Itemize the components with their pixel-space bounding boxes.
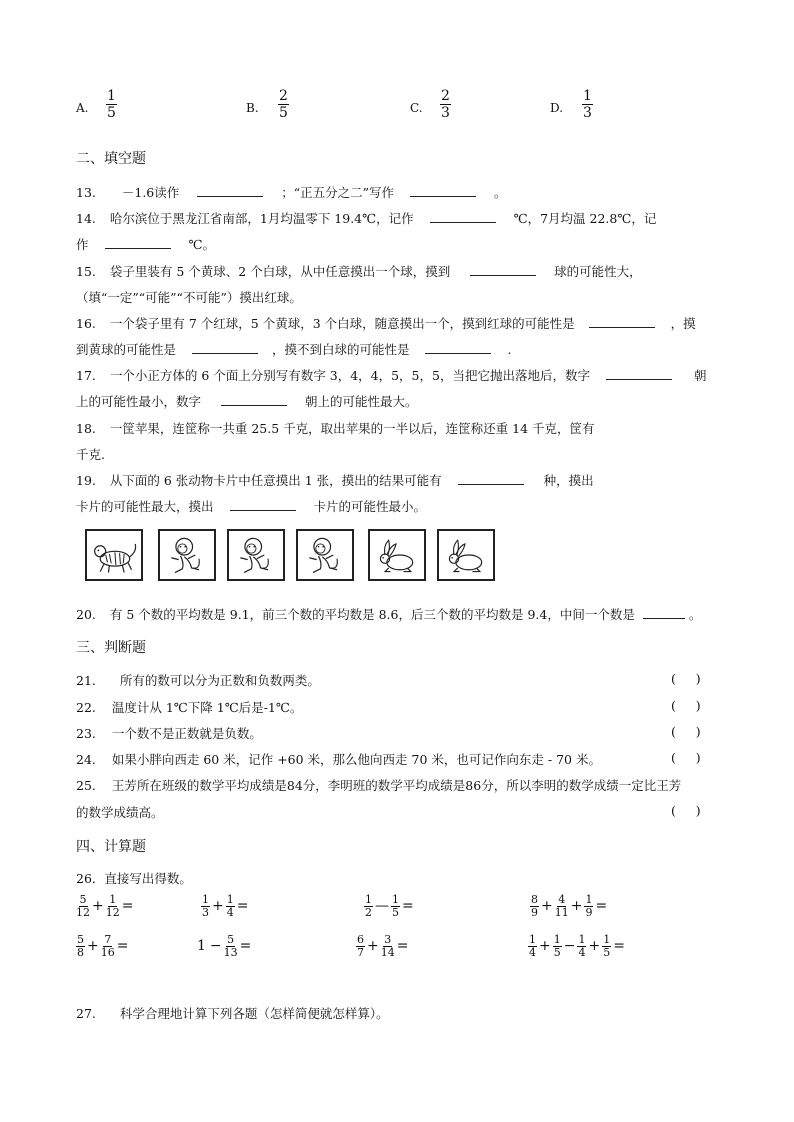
answer-blank[interactable] bbox=[643, 606, 685, 619]
question-number: 27. bbox=[76, 1006, 96, 1021]
fraction: $\frac{4}{11}$ bbox=[554, 893, 569, 919]
question-number: 14. bbox=[76, 211, 96, 226]
operator: + bbox=[92, 897, 104, 914]
monkey-icon bbox=[229, 531, 283, 579]
choice-fraction: $\frac{2}{3}$ bbox=[441, 88, 450, 122]
fraction: $\frac{6}{7}$ bbox=[357, 933, 364, 959]
operator: + bbox=[541, 897, 553, 914]
equals-sign: = bbox=[239, 937, 252, 954]
answer-blank[interactable] bbox=[105, 236, 171, 249]
question-number: 25. bbox=[76, 778, 96, 793]
fraction: $\frac{1}{4}$ bbox=[529, 933, 536, 959]
question-number: 15. bbox=[76, 264, 96, 279]
choice-label: D. bbox=[550, 101, 564, 115]
equals-sign: = bbox=[121, 897, 134, 914]
calc-item bbox=[76, 894, 135, 918]
question-17 bbox=[76, 366, 706, 384]
fraction: $\frac{1}{5}$ bbox=[603, 933, 611, 959]
question-14 bbox=[76, 209, 656, 227]
answer-blank[interactable] bbox=[221, 393, 287, 406]
rabbit-card bbox=[437, 529, 495, 581]
fraction: $\frac{3}{14}$ bbox=[380, 933, 395, 959]
fraction: $\frac{8}{9}$ bbox=[531, 893, 538, 919]
question-text: 科学合理地计算下列各题（怎样简便就怎样算）。 bbox=[119, 1006, 389, 1021]
question-19 bbox=[76, 471, 594, 489]
fraction: $\frac{1}{12}$ bbox=[105, 893, 120, 919]
question-24 bbox=[76, 750, 601, 768]
question-27 bbox=[76, 1004, 389, 1022]
operator: — bbox=[375, 897, 389, 914]
tiger-icon bbox=[87, 531, 141, 579]
question-text: 从下面的 6 张动物卡片中任意摸出 1 张，摸出的结果可能有 bbox=[109, 473, 442, 488]
question-text: 。 bbox=[688, 607, 702, 622]
fraction: $\frac{1}{9}$ bbox=[585, 893, 593, 919]
question-16 bbox=[76, 314, 696, 332]
question-text: 到黄球的可能性是 bbox=[76, 342, 177, 357]
answer-blank[interactable] bbox=[192, 341, 258, 354]
operator: + bbox=[87, 937, 99, 954]
question-18-cont bbox=[76, 445, 105, 463]
equals-sign: = bbox=[236, 897, 249, 914]
question-text: 的数学成绩高。 bbox=[76, 805, 164, 820]
answer-parentheses[interactable]: ( ) bbox=[671, 698, 701, 713]
question-13 bbox=[76, 183, 507, 201]
question-14-cont bbox=[76, 235, 215, 253]
fraction: $\frac{1}{5}$ bbox=[553, 933, 561, 959]
question-text: 作 bbox=[76, 237, 89, 252]
question-text: －1.6读作 bbox=[121, 185, 180, 200]
calc-item bbox=[201, 894, 250, 918]
question-25 bbox=[76, 776, 681, 794]
choice-fraction: $\frac{2}{5}$ bbox=[279, 88, 288, 122]
answer-parentheses[interactable]: ( ) bbox=[671, 724, 701, 739]
answer-blank[interactable] bbox=[230, 498, 296, 511]
question-number: 16. bbox=[76, 316, 96, 331]
question-text: 如果小胖向西走 60 米，记作 +60 米，那么他向西走 70 米，也可记作向东走 - 70 米。 bbox=[111, 752, 601, 767]
question-text: ℃。 bbox=[188, 237, 215, 252]
fraction: $\frac{5}{8}$ bbox=[77, 933, 84, 959]
question-text: 一个数不是正数就是负数。 bbox=[111, 726, 262, 741]
operator: − bbox=[209, 937, 222, 954]
question-number: 24. bbox=[76, 752, 96, 767]
choice-fraction: $\frac{1}{3}$ bbox=[583, 88, 592, 122]
equals-sign: = bbox=[402, 897, 414, 914]
question-17-cont bbox=[76, 392, 418, 410]
calc-item bbox=[195, 934, 253, 958]
question-number: 21. bbox=[76, 673, 96, 688]
answer-blank[interactable] bbox=[589, 315, 655, 328]
question-26-title: 26．直接写出得数。 bbox=[76, 871, 192, 886]
fraction: $\frac{1}{3}$ bbox=[202, 893, 209, 919]
rabbit-icon bbox=[439, 531, 493, 579]
monkey-icon bbox=[160, 531, 214, 579]
question-text: . bbox=[507, 342, 512, 357]
answer-blank[interactable] bbox=[458, 472, 524, 485]
fraction: $\frac{1}{5}$ bbox=[392, 893, 399, 919]
operator: + bbox=[367, 937, 379, 954]
question-text: 朝上的可能性最大。 bbox=[304, 394, 418, 409]
question-number: 22. bbox=[76, 700, 96, 715]
operator: + bbox=[570, 897, 583, 914]
question-text: （填“一定”“可能”“不可能”）摸出红球。 bbox=[76, 290, 302, 305]
fraction: $\frac{1}{4}$ bbox=[578, 933, 586, 959]
fraction: $\frac{7}{16}$ bbox=[100, 933, 115, 959]
fraction: $\frac{5}{12}$ bbox=[76, 893, 90, 919]
question-15 bbox=[76, 262, 642, 280]
equals-sign: = bbox=[613, 937, 625, 954]
question-15-cont bbox=[76, 288, 302, 306]
monkey-icon bbox=[298, 531, 352, 579]
fraction: $\frac{5}{13}$ bbox=[223, 933, 238, 959]
question-text: 卡片的可能性最大，摸出 bbox=[76, 499, 214, 514]
question-text: ，摸不到白球的可能性是 bbox=[271, 342, 410, 357]
question-number: 23. bbox=[76, 726, 96, 741]
question-20 bbox=[76, 605, 701, 623]
calc-item bbox=[364, 894, 416, 918]
rabbit-icon bbox=[370, 531, 424, 579]
question-text: 。 bbox=[493, 185, 507, 200]
answer-blank[interactable] bbox=[470, 263, 536, 276]
question-text: 卡片的可能性最小。 bbox=[313, 499, 426, 514]
question-23 bbox=[76, 724, 262, 742]
question-text: 所有的数可以分为正数和负数两类。 bbox=[119, 673, 320, 688]
question-number: 19. bbox=[76, 473, 96, 488]
choice-label: A. bbox=[76, 101, 89, 115]
operator: + bbox=[588, 937, 601, 954]
tiger-card bbox=[85, 529, 143, 581]
calc-item bbox=[76, 934, 130, 958]
choice-label: C. bbox=[410, 101, 423, 115]
question-number: 18. bbox=[76, 421, 96, 436]
section-title-judgement: 三、判断题 bbox=[76, 640, 146, 656]
calc-item bbox=[530, 894, 609, 918]
question-text: ℃，7月均温 22.8℃，记 bbox=[513, 211, 657, 226]
question-text: 上的可能性最小，数字 bbox=[76, 394, 202, 409]
question-text: 球的可能性大， bbox=[554, 264, 642, 279]
answer-parentheses[interactable]: ( ) bbox=[671, 803, 701, 818]
question-text: 有 5 个数的平均数是 9.1，前三个数的平均数是 8.6，后三个数的平均数是 9.4，中间一个数是 bbox=[109, 607, 635, 622]
answer-blank[interactable] bbox=[197, 184, 263, 197]
question-text: 种，摸出 bbox=[543, 473, 594, 488]
question-number: 17. bbox=[76, 368, 96, 383]
question-16-cont bbox=[76, 340, 511, 358]
question-text: ，摸 bbox=[670, 316, 696, 331]
operator: + bbox=[539, 937, 551, 954]
question-text: 一个小正方体的 6 个面上分别写有数字 3，4，4，5，5，5，当把它抛出落地后，数字 bbox=[109, 368, 590, 383]
question-text: 袋子里装有 5 个黄球、2 个白球，从中任意摸出一个球，摸到 bbox=[109, 264, 451, 279]
question-number: 13. bbox=[76, 185, 96, 200]
question-text: ；“正五分之二”写作 bbox=[281, 185, 395, 200]
section-title-fill-in: 二、填空题 bbox=[76, 151, 146, 167]
question-18 bbox=[76, 419, 595, 437]
choice-fraction: $\frac{1}{5}$ bbox=[107, 88, 116, 122]
operator: − bbox=[563, 937, 576, 954]
monkey-card bbox=[296, 529, 354, 581]
question-text: 朝 bbox=[693, 368, 707, 383]
fraction: $\frac{1}{4}$ bbox=[226, 893, 234, 919]
question-text: 王芳所在班级的数学平均成绩是84分，李明班的数学平均成绩是86分，所以李明的数学成绩一定比王芳 bbox=[111, 778, 682, 793]
calc-item bbox=[356, 934, 410, 958]
answer-parentheses[interactable]: ( ) bbox=[671, 750, 701, 765]
fraction: $\frac{1}{2}$ bbox=[365, 893, 372, 919]
equals-sign: = bbox=[396, 937, 409, 954]
answer-parentheses[interactable]: ( ) bbox=[671, 671, 701, 686]
answer-blank[interactable] bbox=[410, 184, 476, 197]
equals-sign: = bbox=[595, 897, 608, 914]
section-title-calculation: 四、计算题 bbox=[76, 839, 146, 855]
question-number: 20. bbox=[76, 607, 96, 622]
answer-blank[interactable] bbox=[425, 341, 491, 354]
answer-blank[interactable] bbox=[430, 210, 496, 223]
question-text: 一个袋子里有 7 个红球，5 个黄球，3 个白球，随意摸出一个，摸到红球的可能性是 bbox=[109, 316, 575, 331]
question-21 bbox=[76, 671, 320, 689]
answer-blank[interactable] bbox=[606, 367, 672, 380]
question-text: 温度计从 1℃下降 1℃后是-1℃。 bbox=[111, 700, 303, 715]
rabbit-card bbox=[368, 529, 426, 581]
choice-label: B. bbox=[246, 101, 259, 115]
calc-item bbox=[528, 934, 627, 958]
operator: + bbox=[212, 897, 224, 914]
question-25-cont bbox=[76, 803, 164, 821]
monkey-card bbox=[227, 529, 285, 581]
question-19-cont bbox=[76, 497, 426, 515]
number: 1 bbox=[197, 937, 206, 954]
monkey-card bbox=[158, 529, 216, 581]
question-22 bbox=[76, 698, 302, 716]
question-text: 哈尔滨位于黑龙江省南部，1月均温零下 19.4℃，记作 bbox=[109, 211, 414, 226]
question-text: 千克. bbox=[76, 447, 105, 462]
question-text: 一筐苹果，连筐称一共重 25.5 千克，取出苹果的一半以后，连筐称还重 14 千克，筐有 bbox=[109, 421, 595, 436]
equals-sign: = bbox=[116, 937, 129, 954]
